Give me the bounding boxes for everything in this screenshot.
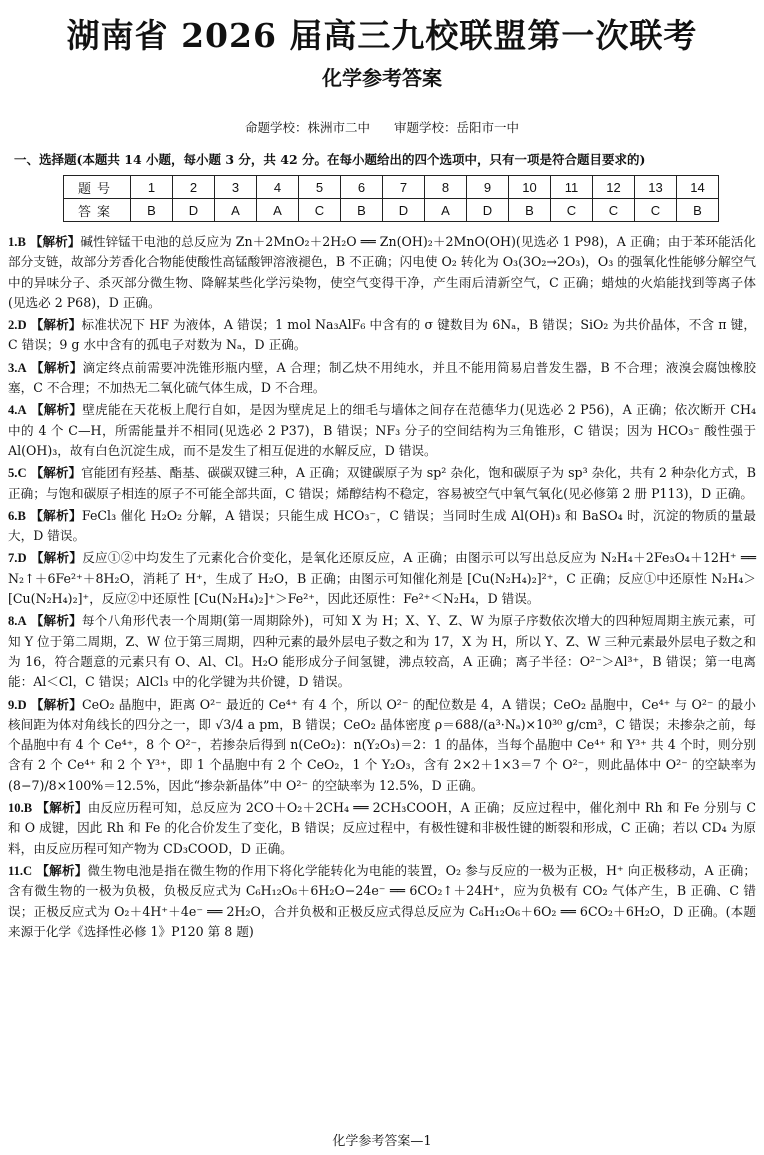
answer-cell: D	[173, 199, 215, 222]
answer-table-number-row	[64, 176, 719, 199]
answer-cell: C	[299, 199, 341, 222]
question-number-cell: 2	[173, 176, 215, 199]
analysis-tag: 【解析】	[36, 800, 88, 816]
question-number-cell: 3	[215, 176, 257, 199]
explanation-text: 由反应历程可知，总反应为 2CO＋O₂＋2CH₄ ══ 2CH₃COOH，A 正确；反应过程中，催化剂中 Rh 和 Fe 分别与 C 和 O 成键，因此 Rh 和 Fe 的化合价发生了变化，B 错误；反应过程中，有极性键和非极性键的断裂和形成，C 正确；若以 CD₄ 为原料，由反应历程可知产物为 CD₃COOD，D 正确。	[8, 800, 756, 856]
page-footer: 化学参考答案—1	[332, 1134, 432, 1149]
explanation-answer: 2.D	[8, 318, 27, 333]
answer-cell: C	[593, 199, 635, 222]
explanation-text: 官能团有羟基、酯基、碳碳双键三种，A 正确；双键碳原子为 sp² 杂化，饱和碳原子为 sp³ 杂化，共有 2 种杂化方式，B 正确；与饱和碳原子相连的原子不可能全部共面，C 错误；烯醇结构不稳定，容易被空气中氧气氧化(见必修第 2 册 P113)，D 正确。	[8, 465, 756, 501]
question-number-cell: 6	[341, 176, 383, 199]
question-number-cell: 10	[509, 176, 551, 199]
explanation-answer: 4.A	[8, 403, 27, 418]
explanation-item	[8, 798, 756, 859]
explanation-answer: 6.B	[8, 508, 26, 523]
author-setter: 命题学校：株洲市二中	[244, 120, 370, 135]
page-subtitle: 化学参考答案	[322, 66, 442, 90]
explanation-answer: 8.A	[8, 614, 27, 629]
answer-cell: C	[551, 199, 593, 222]
answer-cell: D	[467, 199, 509, 222]
explanation-answer: 1.B	[8, 235, 26, 249]
explanation-text: CeO₂ 晶胞中，距离 O²⁻ 最近的 Ce⁴⁺ 有 4 个，所以 O²⁻ 的配位数是 4，A 错误；CeO₂ 晶胞中，Ce⁴⁺ 与 O²⁻ 的最小核间距为体对角线长的四分之一，即 √3/4 a pm，B 错误；CeO₂ 晶体密度 ρ＝688/(a³·Nₐ)×10³⁰ g/cm³，C 错误；未掺杂之前，每个晶胞中有 4 个 Ce⁴⁺，8 个 O²⁻，若掺杂后得到 n(CeO₂)：n(Y₂O₃)＝2：1 的晶体，当每个晶胞中 Ce⁴⁺ 和 Y³⁺ 共 4 个时，则分别含有 2 个 Ce⁴⁺ 和 2 个 Y³⁺，即 1 个晶胞中有 2 个 CeO₂，1 个 Y₂O₃，含有 2×2＋1×3＝7 个 O²⁻，则此晶体中 O²⁻ 的空缺率为 (8−7)/8×100%＝12.5%，因此“掺杂新晶体”中 O²⁻ 的空缺率为 12.5%，D 正确。	[8, 696, 756, 793]
explanation-text: 反应①②中均发生了元素化合价变化，是氧化还原反应，A 正确；由图示可以写出总反应为 N₂H₄＋2Fe₃O₄＋12H⁺ ══ N₂↑＋6Fe²⁺＋8H₂O，消耗了 H⁺，生成了 H₂O，B 正确；由图示可知催化剂是 [Cu(N₂H₄)₂]²⁺，C 正确；反应①中还原性 N₂H₄＞[Cu(N₂H₄)₂]⁺，反应②中还原性 [Cu(N₂H₄)₂]⁺＞Fe²⁺，因此还原性：Fe²⁺＜N₂H₄，D 错误。	[8, 550, 756, 607]
answer-table	[63, 175, 719, 222]
analysis-tag: 【解析】	[30, 402, 83, 418]
explanation-text: 碱性锌锰干电池的总反应为 Zn＋2MnO₂＋2H₂O ══ Zn(OH)₂＋2MnO(OH)(见选必 1 P98)，A 正确；由于苯环能活化部分支链，故部分芳香化合物能使酸性高锰酸钾溶液褪色，B 不正确；闪电使 O₂ 转化为 O₃(3O₂→2O₃)，O₃ 的强氧化性能够分解空气中的异味分子、杀灭部分微生物、降解某些化学污染物，使空气变得干净，产生雨后清新空气，C 正确；蜡烛的火焰能找到等离子体(见选必 2 P68)，D 正确。	[8, 234, 756, 310]
question-number-cell: 8	[425, 176, 467, 199]
explanation-item	[8, 315, 756, 356]
answer-cell: A	[215, 199, 257, 222]
answer-cell: B	[341, 199, 383, 222]
analysis-tag: 【解析】	[30, 696, 83, 712]
analysis-tag: 【解析】	[36, 862, 88, 878]
analysis-tag: 【解析】	[29, 234, 81, 249]
analysis-tag: 【解析】	[30, 550, 83, 566]
question-number-cell: 4	[257, 176, 299, 199]
question-number-cell: 14	[677, 176, 719, 199]
row-label-number: 题号	[64, 176, 131, 199]
explanation-text: 标准状况下 HF 为液体，A 错误；1 mol Na₃AlF₆ 中含有的 σ 键数目为 6Nₐ，B 错误；SiO₂ 为共价晶体，不含 π 键，C 错误；9 g 水中含有的孤电子对数为 Nₐ，D 正确。	[8, 317, 756, 353]
explanations	[8, 232, 756, 944]
answer-cell: B	[131, 199, 173, 222]
explanation-answer: 11.C	[8, 863, 33, 878]
question-number-cell: 5	[299, 176, 341, 199]
row-label-answer: 答案	[64, 199, 131, 222]
authors-line	[0, 118, 764, 136]
answer-cell: D	[383, 199, 425, 222]
page-title: 湖南省 2026 届高三九校联盟第一次联考	[66, 16, 698, 55]
explanation-item	[8, 506, 756, 547]
analysis-tag: 【解析】	[30, 317, 82, 333]
explanation-text: 每个八角形代表一个周期(第一周期除外)，可知 X 为 H；X、Y、Z、W 为原子序数依次增大的四种短周期主族元素，可知 Y 位于第二周期，Z、W 位于第三周期，四种元素的最外层电子数之和为 17，X 为 H，所以 Y、Z、W 三种元素最外层电子数之和为 16，符合题意的元素只有 O、Al、Cl。H₂O 能形成分子间氢键，沸点较高，A 正确；离子半径：O²⁻＞Al³⁺，B 错误；第一电离能：Al＜Cl，C 错误；AlCl₃ 中的化学键为共价键，D 错误。	[8, 613, 757, 690]
explanation-answer: 10.B	[8, 801, 33, 816]
explanation-item	[8, 548, 756, 609]
explanation-text: FeCl₃ 催化 H₂O₂ 分解，A 错误；只能生成 HCO₃⁻，C 错误；当同时生成 Al(OH)₃ 和 BaSO₄ 时，沉淀的物质的量最大，D 错误。	[8, 507, 757, 544]
explanation-item	[8, 232, 756, 313]
question-number-cell: 1	[131, 176, 173, 199]
explanation-text: 壁虎能在天花板上爬行自如，是因为壁虎足上的细毛与墙体之间存在范德华力(见选必 2 P56)，A 正确；依次断开 CH₄ 中的 4 个 C—H，所需能量并不相同(见选必 2 P37)，B 错误；NF₃ 分子的空间结构为三角锥形，C 错误；因为 HCO₃⁻ 酸性强于 Al(OH)₃，故有白色沉淀生成，而不是发生了相互促进的水解反应，D 错误。	[8, 402, 756, 458]
explanation-item	[8, 400, 756, 461]
answer-cell: A	[425, 199, 467, 222]
explanation-text: 微生物电池是指在微生物的作用下将化学能转化为电能的装置，O₂ 参与反应的一极为正极，H⁺ 向正极移动，A 正确；含有微生物的一极为负极，负极反应式为 C₆H₁₂O₆＋6H₂O−24e⁻ ══ 6CO₂↑＋24H⁺，应为负极有 CO₂ 气体产生，B 正确、C 错误；正极反应式为 O₂＋4H⁺＋4e⁻ ══ 2H₂O，合并负极和正极反应式得总反应为 C₆H₁₂O₆＋6O₂ ══ 6CO₂＋6H₂O，D 正确。(本题来源于化学《选择性必修 1》P120 第 8 题)	[8, 862, 756, 939]
section-title: 一、选择题(本题共 14 小题，每小题 3 分，共 42 分。在每小题给出的四个选项中，只有一项是符合题目要求的)	[14, 152, 646, 167]
analysis-tag: 【解析】	[30, 613, 82, 629]
explanation-item	[8, 695, 756, 796]
explanation-answer: 7.D	[8, 551, 27, 566]
explanation-answer: 3.A	[8, 360, 27, 375]
question-number-cell: 11	[551, 176, 593, 199]
explanation-answer: 5.C	[8, 466, 27, 481]
analysis-tag: 【解析】	[30, 507, 82, 523]
answer-cell: B	[509, 199, 551, 222]
explanation-item	[8, 358, 756, 399]
analysis-tag: 【解析】	[30, 359, 83, 375]
analysis-tag: 【解析】	[30, 465, 82, 481]
explanation-text: 滴定终点前需要冲洗锥形瓶内壁，A 合理；制乙炔不用纯水，并且不能用简易启普发生器，B 不合理；液溴会腐蚀橡胶塞，C 不合理；不加热无二氧化硫气体生成，D 不合理。	[8, 359, 756, 396]
explanation-item	[8, 463, 756, 504]
question-number-cell: 12	[593, 176, 635, 199]
question-number-cell: 7	[383, 176, 425, 199]
answer-table-answer-row	[64, 199, 719, 222]
answer-cell: B	[677, 199, 719, 222]
author-reviewer: 审题学校：岳阳市一中	[393, 120, 519, 135]
answer-cell: C	[635, 199, 677, 222]
question-number-cell: 9	[467, 176, 509, 199]
question-number-cell: 13	[635, 176, 677, 199]
explanation-item	[8, 861, 756, 942]
answer-cell: A	[257, 199, 299, 222]
explanation-item	[8, 611, 756, 692]
explanation-answer: 9.D	[8, 697, 27, 712]
